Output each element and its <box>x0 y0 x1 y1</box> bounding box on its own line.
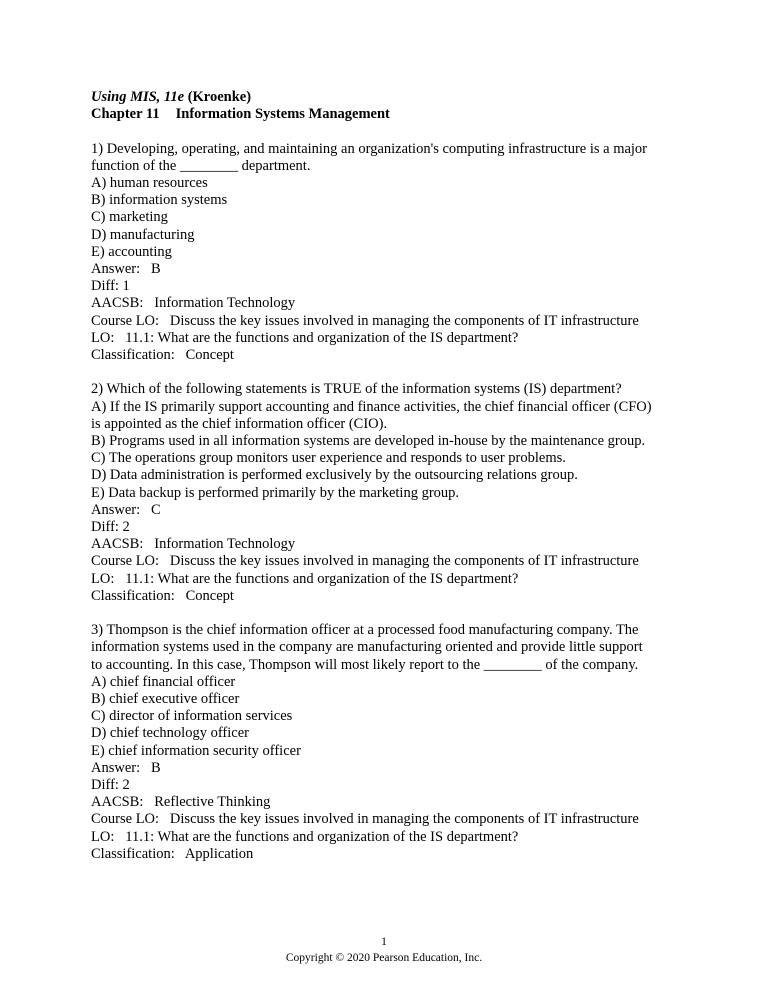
answer-option: A) If the IS primarily support accounting and finance activities, the chief financial officer (CFO) <box>91 398 652 415</box>
answer-option: E) accounting <box>91 243 172 260</box>
answer-option: D) manufacturing <box>91 226 195 243</box>
difficulty: Diff: 1 <box>91 278 130 295</box>
aacsb: AACSB: Reflective Thinking <box>91 794 271 811</box>
answer-option: B) Programs used in all information systems are developed in-house by the maintenance group. <box>91 433 646 450</box>
document-body <box>91 89 691 863</box>
learning-objective: LO: 11.1: What are the functions and organization of the IS department? <box>91 828 519 845</box>
answer-key: Answer: C <box>91 501 161 518</box>
aacsb: AACSB: Information Technology <box>91 536 296 553</box>
question-stem: to accounting. In this case, Thompson will most likely report to the ________ of the company. <box>91 656 639 673</box>
answer-option: E) Data backup is performed primarily by the marketing group. <box>91 484 460 501</box>
answer-key: Answer: B <box>91 759 161 776</box>
course-lo: Course LO: Discuss the key issues involved in managing the components of IT infrastructure <box>91 553 639 570</box>
chapter-title: Information Systems Management <box>175 106 390 123</box>
book-header <box>91 89 691 106</box>
question-1 <box>91 141 691 365</box>
learning-objective: LO: 11.1: What are the functions and organization of the IS department? <box>91 570 519 587</box>
answer-option: D) chief technology officer <box>91 725 249 742</box>
question-stem: 1) Developing, operating, and maintaining an organization's computing infrastructure is a major <box>91 140 648 157</box>
book-author: (Kroenke) <box>184 89 252 105</box>
answer-option: E) chief information security officer <box>91 742 301 759</box>
question-2 <box>91 381 691 605</box>
learning-objective: LO: 11.1: What are the functions and organization of the IS department? <box>91 329 519 346</box>
aacsb: AACSB: Information Technology <box>91 295 296 312</box>
difficulty: Diff: 2 <box>91 777 130 794</box>
question-stem: 3) Thompson is the chief information officer at a processed food manufacturing company. The <box>91 622 639 639</box>
classification: Classification: Concept <box>91 347 234 364</box>
course-lo: Course LO: Discuss the key issues involved in managing the components of IT infrastructure <box>91 312 639 329</box>
difficulty: Diff: 2 <box>91 519 130 536</box>
book-title: Using MIS, 11e <box>91 89 185 105</box>
answer-option: B) information systems <box>91 192 228 209</box>
question-stem: 2) Which of the following statements is TRUE of the information systems (IS) department? <box>91 381 622 398</box>
question-stem: function of the ________ department. <box>91 157 311 174</box>
copyright-notice: Copyright © 2020 Pearson Education, Inc. <box>285 952 483 964</box>
course-lo: Course LO: Discuss the key issues involved in managing the components of IT infrastructure <box>91 811 639 828</box>
classification: Classification: Application <box>91 845 254 862</box>
question-stem: information systems used in the company are manufacturing oriented and provide little support <box>91 639 643 656</box>
answer-option: A) chief financial officer <box>91 673 236 690</box>
answer-key: Answer: B <box>91 261 161 278</box>
chapter-header <box>91 106 691 123</box>
answer-option: B) chief executive officer <box>91 691 240 708</box>
answer-option: is appointed as the chief information officer (CIO). <box>91 415 388 432</box>
classification: Classification: Concept <box>91 587 234 604</box>
answer-option: A) human resources <box>91 175 208 191</box>
answer-option: C) director of information services <box>91 708 293 725</box>
page-number: 1 <box>381 936 387 948</box>
question-3 <box>91 622 691 863</box>
answer-option: C) marketing <box>91 209 168 226</box>
answer-option: C) The operations group monitors user experience and responds to user problems. <box>91 450 566 467</box>
chapter-label: Chapter 11 <box>91 106 160 123</box>
answer-option: D) Data administration is performed exclusively by the outsourcing relations group. <box>91 467 578 484</box>
